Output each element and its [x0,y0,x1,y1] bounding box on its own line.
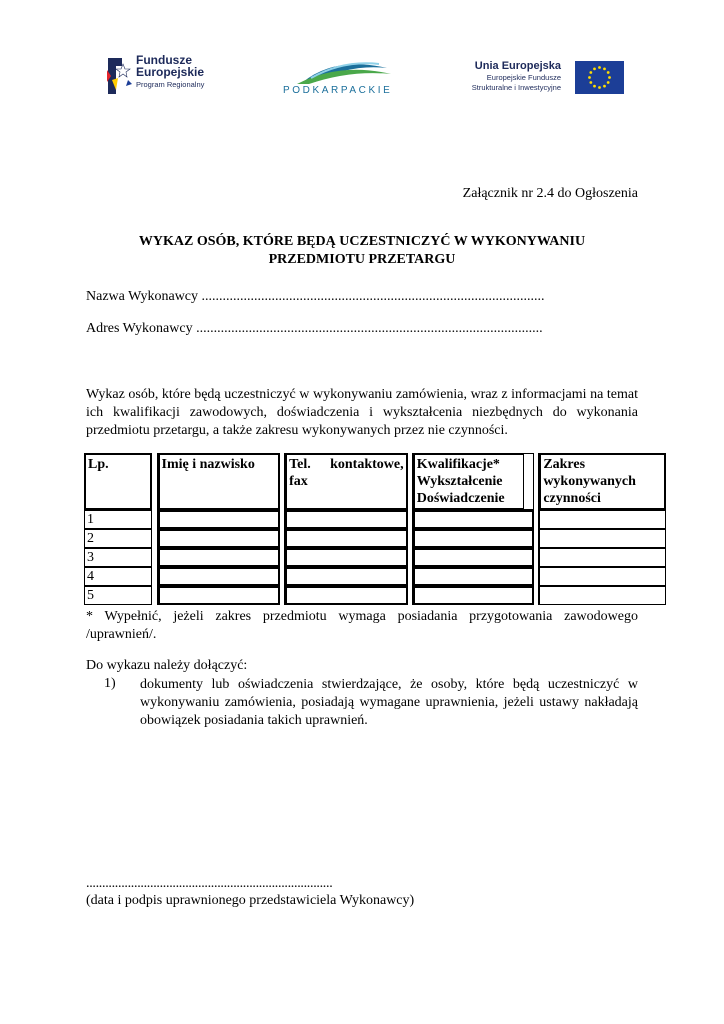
header-cell [84,453,152,510]
header-name: Imię i nazwisko [159,454,280,509]
persons-table [84,453,666,605]
row-number: 5 [84,586,152,605]
header-cell [285,453,408,510]
footnote: * Wypełnić, jeżeli zakres przedmiotu wymaga posiadania przygotowania zawodowego /uprawnień/. [86,609,638,642]
row-number: 3 [84,548,152,567]
fe-logo-line3: Program Regionalny [136,80,205,89]
table-cell [158,548,281,567]
eu-star-icon [598,86,601,89]
podkarpackie-logo-text: PODKARPACKIE [283,85,393,96]
eu-star-icon [589,81,592,84]
table-cell [413,586,535,605]
header-cell [413,453,535,510]
fundusze-europejskie-logo [104,54,224,98]
table-cell [539,510,666,529]
table-row [84,567,666,586]
hills-icon [295,58,395,84]
table-cell [539,548,666,567]
header-qualifications: Kwalifikacje* Wykształcenie Doświadczenie [414,454,524,509]
eu-logo [468,59,624,99]
fe-logo-line1: Fundusze [136,53,192,67]
eu-star-icon [608,76,611,79]
table-cell [413,510,535,529]
header-cell [158,453,281,510]
eu-star-icon [593,85,596,88]
eu-star-icon [588,76,591,79]
eu-star-icon [589,71,592,74]
attachments-heading: Do wykazu należy dołączyć: [86,658,248,673]
attachment-item-text: dokumenty lub oświadczenia stwierdzające, że osoby, które będą uczestniczyć w wykonywaniu zamówienia, posiadają wymagane uprawnienia, jeżeli ustawy nakładają obowiązek posiadania takich uprawnień. [140,677,638,728]
header-phone: Tel. kontaktowe, fax [286,454,407,509]
eu-logo-line2: Europejskie Fundusze [486,73,561,82]
eu-star-icon [598,66,601,69]
table-row [84,586,666,605]
eu-star-icon [603,85,606,88]
header-lp: Lp. [85,454,151,509]
table-cell [413,529,535,548]
table-cell [285,529,408,548]
attachment-item-number: 1) [104,676,116,691]
row-number: 1 [84,510,152,529]
table-cell [285,510,408,529]
table-cell [413,548,535,567]
title-line-1: WYKAZ OSÓB, KTÓRE BĘDĄ UCZESTNICZYĆ W WYKONYWANIU [138,234,586,249]
table-row [84,529,666,548]
table-row [84,548,666,567]
table-cell [158,510,281,529]
document-title [86,233,638,269]
podkarpackie-logo [281,58,397,100]
title-line-2: PRZEDMIOTU PRZETARGU [268,252,456,267]
table-row [84,510,666,529]
intro-paragraph: Wykaz osób, które będą uczestniczyć w wykonywaniu zamówienia, wraz z informacjami na temat ich kwalifikacji zawodowych, doświadczenia i wykształcenia niezbędnych do wykonania przedmiotu przetargu, a także zakresu wykonywanych przez nie czynności. [86,387,638,438]
signature-caption: (data i podpis uprawnionego przedstawiciela Wykonawcy) [86,893,415,908]
row-number: 2 [84,529,152,548]
table-header-row [84,453,666,510]
eu-star-icon [607,71,610,74]
fe-logo-line2: Europejskie [136,65,205,79]
table-cell [413,567,535,586]
signature-line: ............................................................................. [86,876,333,891]
table-cell [158,529,281,548]
contractor-name-field: Nazwa Wykonawcy .................................................................................................. [86,289,545,304]
annex-label: Załącznik nr 2.4 do Ogłoszenia [462,186,638,201]
header-scope: Zakres wykonywanych czynności [540,454,665,509]
table-cell [285,548,408,567]
contractor-address-field: Adres Wykonawcy ................................................................................................... [86,321,543,336]
row-number: 4 [84,567,152,586]
table-cell [539,586,666,605]
eu-star-icon [603,67,606,70]
eu-star-icon [593,67,596,70]
table-cell [285,567,408,586]
eu-logo-line3: Strukturalne i Inwestycyjne [471,83,561,92]
table-cell [539,529,666,548]
table-cell [539,567,666,586]
eu-star-icon [607,81,610,84]
eu-flag-icon [575,61,624,94]
table-cell [285,586,408,605]
header-cell [539,453,666,510]
fe-star-icon [104,56,134,96]
table-cell [158,586,281,605]
table-cell [158,567,281,586]
eu-logo-line1: Unia Europejska [474,60,561,72]
